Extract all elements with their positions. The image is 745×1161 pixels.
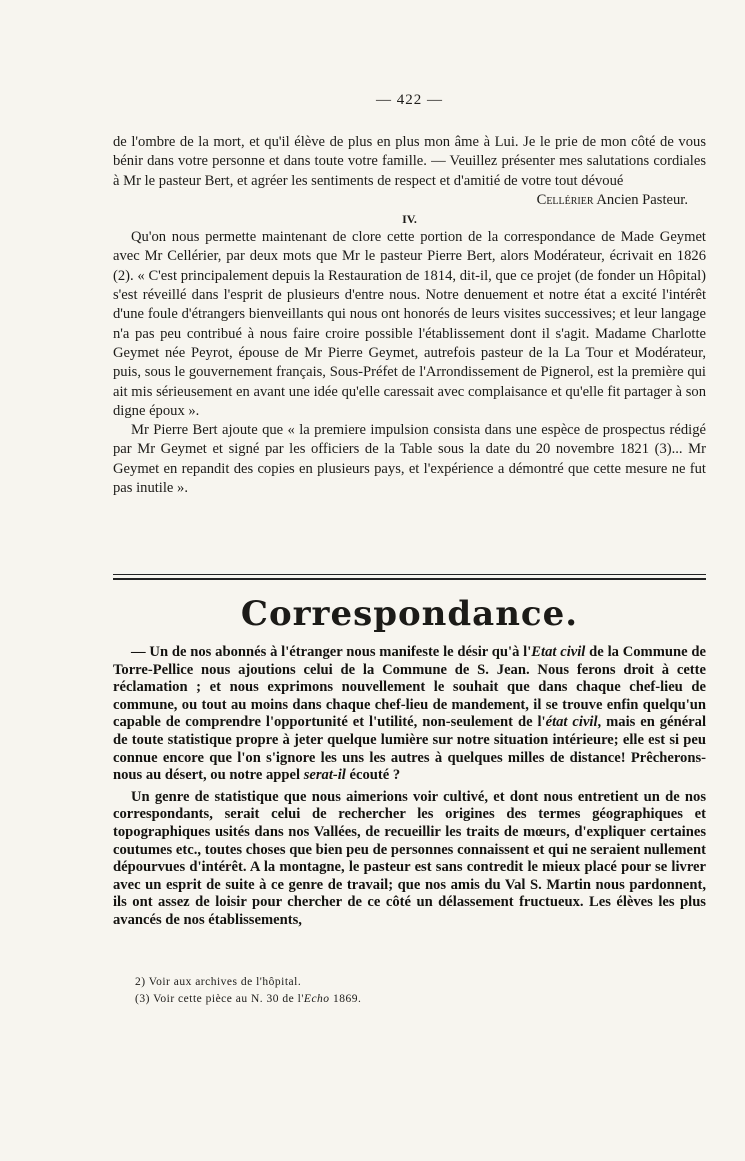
- divider: [113, 578, 706, 580]
- text-run: écouté ?: [345, 767, 401, 784]
- section-number: IV.: [402, 212, 417, 227]
- text-run: — Un de nos abonnés à l'étranger nous manifeste le désir qu'à l': [131, 644, 532, 660]
- section-heading: Correspondance.: [240, 594, 579, 634]
- letter-closing-paragraph: de l'ombre de la mort, et qu'il élève de plus en plus mon âme à Lui. Je le prie de mon côté de vous bénir dans votre personne et dans toute votre famille. — Veuillez présenter mes salutations cordiales à Mr le pasteur Bert, et agréer les sentiments de respect et d'amitié de votre tout dévoué: [113, 134, 706, 189]
- divider: [113, 574, 706, 575]
- footnotes: [135, 974, 706, 1008]
- footnote: 2) Voir aux archives de l'hôpital.: [135, 976, 302, 988]
- body-paragraph: Mr Pierre Bert ajoute que « la premiere impulsion consista dans une espèce de prospectus rédigé par Mr Geymet et signé par les officiers de la Table sous la date du 20 novembre 1821 (3)... Mr Geymet en repandit des copies en plusieurs pays, et l'expérience a démontré que cette mesure ne fut pas inutile ».: [113, 422, 706, 497]
- signature: [113, 191, 706, 210]
- italic-text: état civil: [545, 714, 598, 731]
- italic-text: Etat civil: [531, 644, 586, 660]
- text-run: (3) Voir cette pièce au N. 30 de l': [135, 993, 304, 1005]
- footnote: [135, 991, 706, 1008]
- signature-name: Cellérier: [536, 191, 594, 208]
- text-run: de la Commune de Torre-Pellice nous ajoutions celui de la Commune de S. Jean. Nous ferons droit à cette réclamation ; et nous exprimons nouvellement le souhait que dans chaque chef-lieu de commune, ou tout au moins dans chaque chef-lieu de mandement, il se trouve enfin quelqu'un capable de comprendre l'opportunité et l'utilité, non-seulement de l': [113, 644, 706, 731]
- page-number: — 422 —: [376, 92, 443, 108]
- body-paragraph: Un genre de statistique que nous aimerions voir cultivé, et dont nous entretient un de nos correspondants, serait celui de rechercher les origines des termes géographiques et topographiques usités dans nos Vallées, de recueillir les traits de mœurs, d'expliquer certaines coutumes etc., toutes choses que bien peu de personnes connaissent et qui ne seraient nullement dépourvues d'intérêt. A la montagne, le pasteur est sans contredit le mieux placé pour se livrer avec un esprit de suite à ce genre de travail; que nos amis du Val S. Martin nous pardonnent, ils ont assez de loisir pour chercher de ce côté un délassement fructueux. Les élèves les plus avancés de nos établissements,: [113, 788, 706, 928]
- text-run: 1869.: [329, 993, 362, 1005]
- body-paragraph: Qu'on nous permette maintenant de clore cette portion de la correspondance de Made Geymet avec Mr Cellérier, par deux mots que Mr le pasteur Pierre Bert, alors Modérateur, écrivait en 1826 (2). « C'est principalement depuis la Restauration de 1814, dit-il, que ce projet (de fonder un Hôpital) s'est réveillé dans l'esprit de plusieurs d'entre nous. Notre denuement et notre état a excité l'intérêt d'une foule d'étrangers bienveillants qui nous ont honorés de leurs visites successives; et leur langage n'a pas peu contribué à nous faire croire possible l'établissement dont il s'agit. Madame Charlotte Geymet née Peyrot, épouse de Mr Pierre Geymet, autrefois pasteur de la La Tour et Modérateur, puis, sous le gouvernement français, Sous-Préfet de l'Arrondissement de Pignerol, est la première qui ait mis sérieusement en avant une idée qu'elle caressait avec complaisance et qu'elle fit partager à son digne époux ».: [113, 229, 706, 419]
- body-paragraph: [113, 644, 706, 785]
- text-run: , mais en général de toute statistique propre à jeter quelque lumière sur notre situation intérieure; elle est si peu connue encore que l'on s'ignore les uns les autres à quelques milles de distance! Prêcherons-nous au désert, ou notre appel: [113, 714, 706, 784]
- correspondence-section: [113, 644, 706, 930]
- italic-text: serat-il: [303, 767, 346, 784]
- italic-text: Echo: [303, 993, 330, 1005]
- signature-title: Ancien Pasteur.: [596, 191, 688, 208]
- letter-section: [113, 133, 706, 498]
